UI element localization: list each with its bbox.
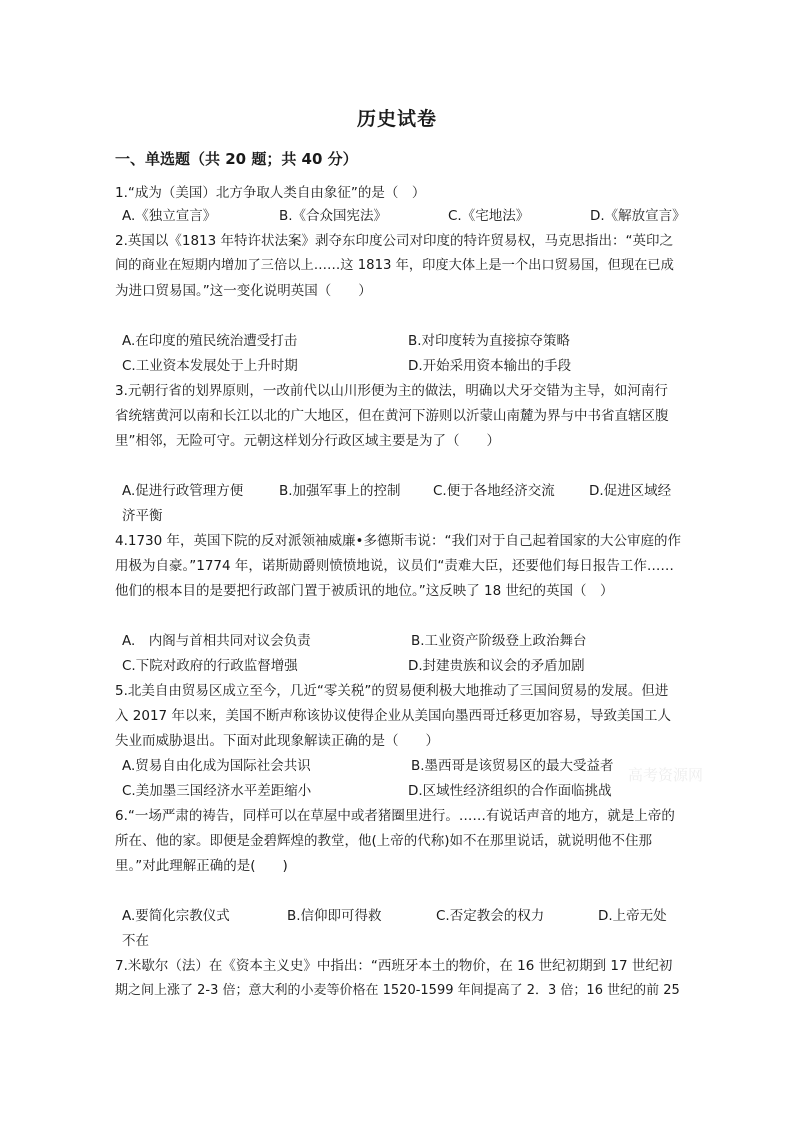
q5-option-d[interactable]: D.区域性经济组织的合作面临挑战 bbox=[408, 783, 612, 799]
q3-option-c[interactable]: C.便于各地经济交流 bbox=[433, 483, 555, 499]
q6-option-a[interactable]: A.要简化宗教仪式 bbox=[122, 908, 230, 924]
q4-option-b[interactable]: B.工业资产阶级登上政治舞台 bbox=[411, 633, 587, 649]
q2-option-d[interactable]: D.开始采用资本输出的手段 bbox=[408, 358, 572, 374]
q5-option-a[interactable]: A.贸易自由化成为国际社会共识 bbox=[122, 758, 311, 774]
q4-option-a[interactable]: A. 内阁与首相共同对议会负责 bbox=[122, 633, 311, 649]
q3-stem-line: 3.元朝行省的划界原则，一改前代以山川形便为主的做法，明确以犬牙交错为主导，如河南行 bbox=[115, 383, 668, 399]
q3-stem-line: 省统辖黄河以南和长江以北的广大地区，但在黄河下游则以沂蒙山南麓为界与中书省直辖区腹 bbox=[115, 408, 669, 424]
watermark-text: 高考资源网 bbox=[628, 766, 704, 784]
q5-stem-line: 5.北美自由贸易区成立至今，几近“零关税”的贸易便利极大地推动了三国间贸易的发展。但进 bbox=[115, 683, 669, 699]
q5-option-b[interactable]: B.墨西哥是该贸易区的最大受益者 bbox=[411, 758, 614, 774]
q3-option-b[interactable]: B.加强军事上的控制 bbox=[279, 483, 401, 499]
q1-option-c[interactable]: C.《宅地法》 bbox=[448, 208, 530, 224]
q5-option-c[interactable]: C.美加墨三国经济水平差距缩小 bbox=[122, 783, 312, 799]
q4-stem-line: 4.1730 年，英国下院的反对派领袖威廉•多德斯韦说：“我们对于自己起着国家的大公审庭的作 bbox=[115, 533, 681, 549]
q6-option-c[interactable]: C.否定教会的权力 bbox=[436, 908, 545, 924]
q3-option-d[interactable]: D.促进区域经 bbox=[589, 483, 672, 499]
q4-option-c[interactable]: C.下院对政府的行政监督增强 bbox=[122, 658, 298, 674]
q2-option-c[interactable]: C.工业资本发展处于上升时期 bbox=[122, 358, 298, 374]
q3-stem-line: 里”相邻，无险可守。元朝这样划分行政区域主要是为了（ ） bbox=[115, 433, 500, 449]
page-title: 历史试卷 bbox=[356, 108, 437, 130]
q1-option-a[interactable]: A.《独立宣言》 bbox=[122, 208, 217, 224]
q6-stem-line: 6.“一场严肃的祷告，同样可以在草屋中或者猪圈里进行。……有说话声音的地方，就是上帝的 bbox=[115, 808, 675, 824]
q2-stem-line: 间的商业在短期内增加了三倍以上……这 1813 年，印度大体上是一个出口贸易国，但现在已成 bbox=[115, 258, 674, 273]
q7-stem-line: 7.米歇尔（法）在《资本主义史》中指出：“西班牙本土的物价，在 16 世纪初期到 17 世纪初 bbox=[115, 958, 673, 974]
q7-stem-line: 期之间上涨了 2-3 倍；意大利的小麦等价格在 1520-1599 年间提高了 2．3 倍；16 世纪的前 25 bbox=[115, 983, 680, 998]
q5-stem-line: 失业而威胁退出。下面对此现象解读正确的是（ ） bbox=[115, 733, 439, 749]
q1-option-d[interactable]: D.《解放宣言》 bbox=[590, 208, 686, 224]
q5-stem-line: 入 2017 年以来，美国不断声称该协议使得企业从美国向墨西哥迁移更加容易，导致美国工人 bbox=[115, 708, 671, 724]
q3-option-a[interactable]: A.促进行政管理方便 bbox=[122, 483, 244, 499]
q2-stem-line: 为进口贸易国。”这一变化说明英国（ ） bbox=[115, 283, 372, 299]
q4-option-d[interactable]: D.封建贵族和议会的矛盾加剧 bbox=[408, 658, 585, 674]
q2-stem-line: 2.英国以《1813 年特许状法案》剥夺东印度公司对印度的特许贸易权，马克思指出：“英印之 bbox=[115, 233, 674, 249]
q3-option-d-continued: 济平衡 bbox=[122, 508, 163, 524]
q2-option-b[interactable]: B.对印度转为直接掠夺策略 bbox=[408, 333, 571, 349]
q6-option-d[interactable]: D.上帝无处 bbox=[598, 908, 667, 924]
q4-stem-line: 他们的根本目的是要把行政部门置于被质讯的地位。”这反映了 18 世纪的英国（ ） bbox=[115, 583, 614, 599]
section-heading: 一、单选题（共 20 题；共 40 分） bbox=[115, 150, 358, 168]
q6-option-b[interactable]: B.信仰即可得救 bbox=[287, 908, 382, 924]
q6-stem-line: 所在、他的家。即便是金碧辉煌的教堂，他(上帝的代称)如不在那里说话，就说明他不住那 bbox=[115, 833, 653, 849]
q6-option-d-continued: 不在 bbox=[122, 933, 149, 949]
q1-option-b[interactable]: B.《合众国宪法》 bbox=[279, 208, 388, 224]
q1-stem-line: 1.“成为（美国）北方争取人类自由象征”的是（ ） bbox=[115, 185, 426, 201]
q4-stem-line: 用极为自豪。”1774 年，诺斯勋爵则愤愤地说，议员们“责难大臣，还要他们每日报告工作…… bbox=[115, 558, 674, 574]
q2-option-a[interactable]: A.在印度的殖民统治遭受打击 bbox=[122, 333, 298, 349]
q6-stem-line: 里。”对此理解正确的是( ) bbox=[115, 858, 288, 874]
